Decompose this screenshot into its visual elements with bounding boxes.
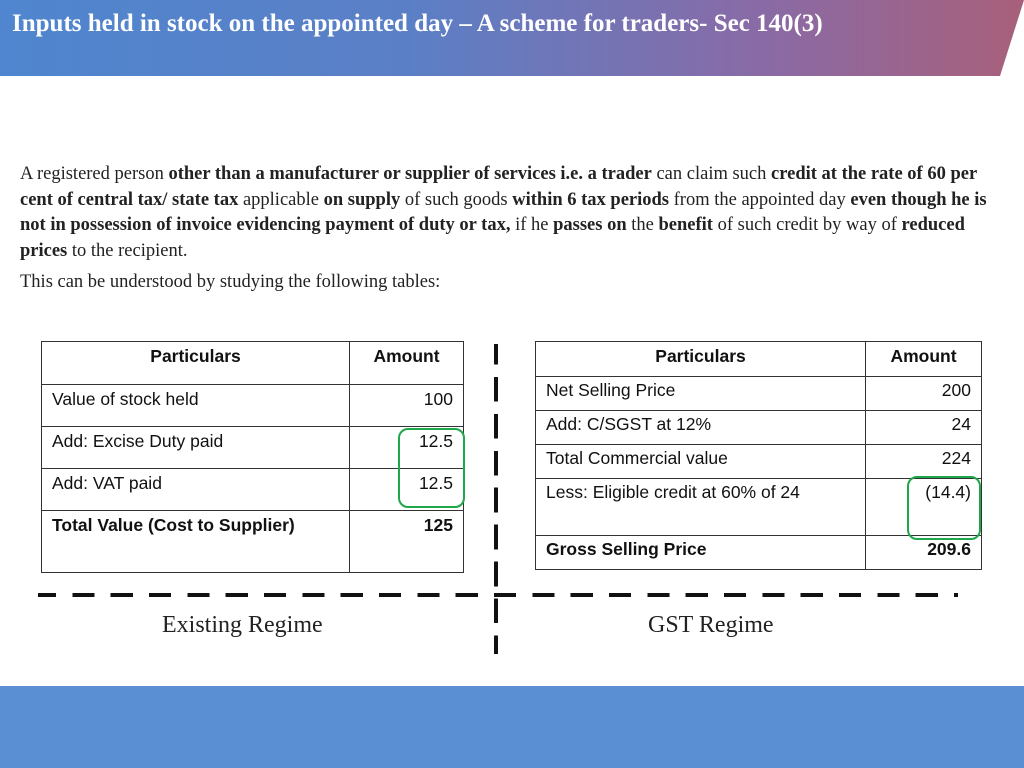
row-label: Add: VAT paid	[42, 469, 350, 511]
column-header-amount: Amount	[350, 342, 464, 385]
credit-highlight-box	[907, 476, 981, 540]
row-label: Less: Eligible credit at 60% of 24	[536, 479, 866, 536]
row-amount: 209.6	[866, 536, 982, 570]
existing-regime-caption: Existing Regime	[162, 612, 323, 638]
description-second-line: This can be understood by studying the following tables:	[20, 272, 441, 292]
paragraph-text: of such credit by way of	[712, 215, 902, 235]
gst-regime-caption: GST Regime	[648, 612, 774, 638]
row-label: Add: Excise Duty paid	[42, 427, 350, 469]
row-label: Total Commercial value	[536, 445, 866, 479]
column-header-particulars: Particulars	[42, 342, 350, 385]
paragraph-text: if he	[510, 215, 554, 235]
row-label: Total Value (Cost to Supplier)	[42, 511, 350, 573]
column-header-amount: Amount	[866, 342, 982, 377]
emphasis-text: on supply	[323, 189, 401, 210]
row-amount: 125	[350, 511, 464, 573]
table-header-row	[42, 342, 464, 385]
row-amount: 12.5	[350, 427, 464, 469]
description-paragraph	[20, 162, 1005, 264]
vertical-divider	[494, 344, 498, 654]
row-amount: (14.4)	[866, 479, 982, 536]
paragraph-text: to the recipient.	[67, 240, 188, 261]
emphasis-text: within 6 tax periods	[512, 189, 670, 210]
horizontal-divider	[38, 593, 958, 597]
table-header-row	[536, 342, 982, 377]
footer-bar	[0, 686, 1024, 768]
emphasis-text: reduced prices	[20, 215, 965, 261]
column-header-particulars: Particulars	[536, 342, 866, 377]
row-amount: 100	[350, 385, 464, 427]
paragraph-text: applicable	[238, 189, 324, 210]
row-label: Value of stock held	[42, 385, 350, 427]
duty-highlight-box	[398, 428, 465, 508]
table-row	[536, 445, 982, 479]
slide-title: Inputs held in stock on the appointed day – A scheme for traders- Sec 140(3)	[12, 10, 823, 37]
row-label: Add: C/SGST at 12%	[536, 411, 866, 445]
row-amount: 12.5	[350, 469, 464, 511]
paragraph-text: the	[626, 215, 659, 235]
table-row	[536, 411, 982, 445]
paragraph-text: A registered person	[20, 164, 169, 184]
table-row-total	[42, 511, 464, 573]
table-row	[42, 385, 464, 427]
row-label: Gross Selling Price	[536, 536, 866, 570]
table-row-total	[536, 536, 982, 570]
row-label: Net Selling Price	[536, 377, 866, 411]
table-row	[536, 377, 982, 411]
emphasis-text: passes on	[553, 215, 627, 235]
emphasis-text: other than a manufacturer or supplier of services i.e. a trader	[168, 164, 652, 184]
paragraph-text: can claim such	[651, 164, 772, 184]
emphasis-text: even though he is not in possession of invoice evidencing payment of duty or tax,	[20, 189, 987, 235]
emphasis-text: benefit	[658, 215, 713, 235]
paragraph-text: from the appointed day	[669, 189, 851, 210]
description-text	[20, 162, 1005, 296]
row-amount: 224	[866, 445, 982, 479]
emphasis-text: credit at the rate of 60 per cent of central tax/ state tax	[20, 164, 977, 210]
paragraph-text: of such goods	[400, 189, 513, 210]
row-amount: 24	[866, 411, 982, 445]
row-amount: 200	[866, 377, 982, 411]
